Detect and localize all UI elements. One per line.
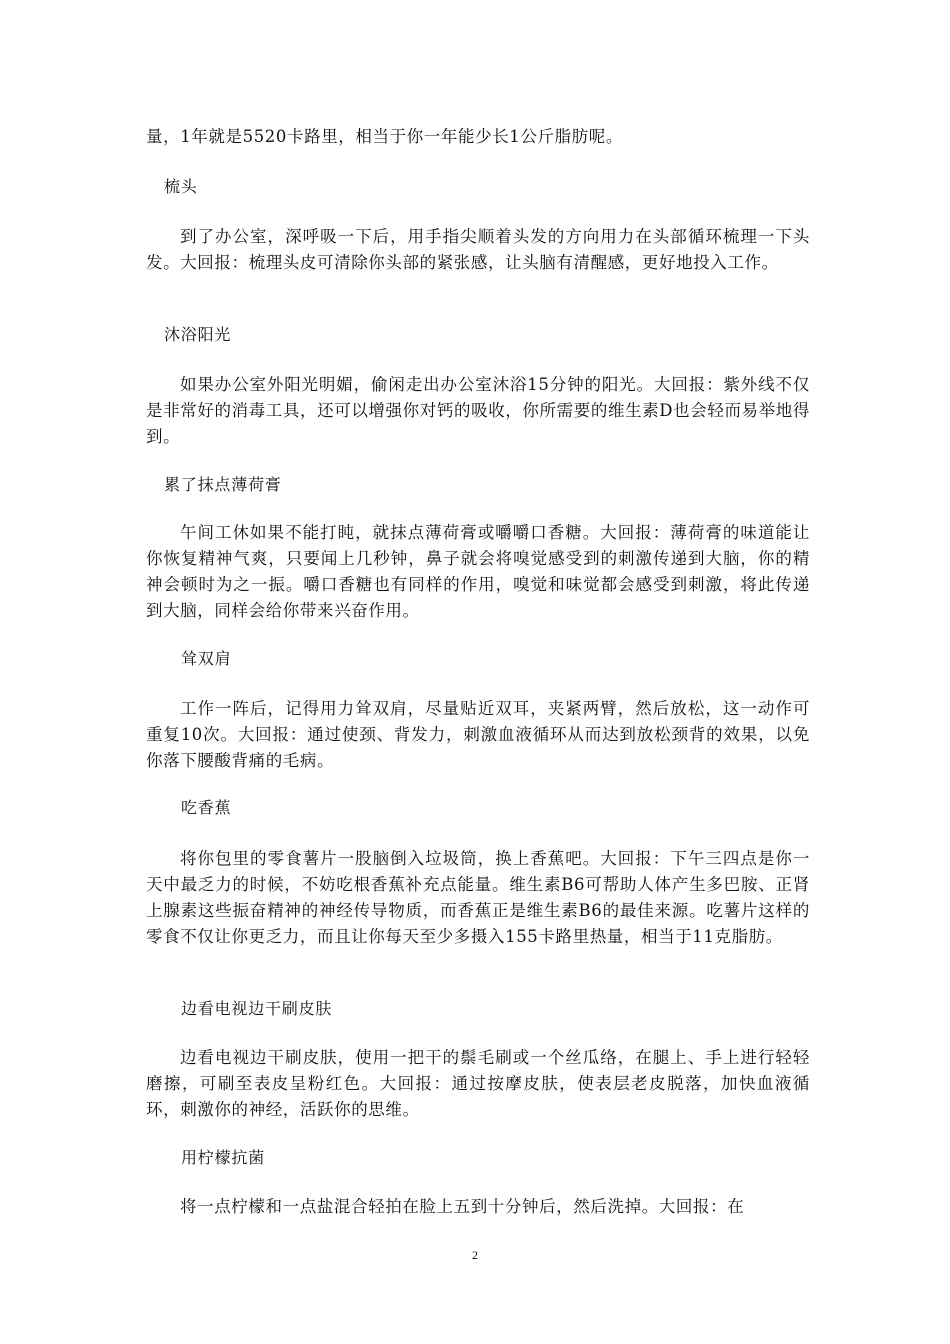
- paragraph-banana: 将你包里的零食薯片一股脑倒入垃圾筒，换上香蕉吧。大回报：下午三四点是你一天中最乏力的时候，不妨吃根香蕉补充点能量。维生素B6可帮助人体产生多巴胺、正肾上腺素这些振奋精神的神经传导物质，而香蕉正是维生素B6的最佳来源。吃薯片这样的零食不仅让你更乏力，而且让你每天至少多摄入155卡路里热量，相当于11克脂肪。: [146, 849, 810, 946]
- paragraph-sunbath: 如果办公室外阳光明媚，偷闲走出办公室沐浴15分钟的阳光。大回报：紫外线不仅是非常好的消毒工具，还可以增强你对钙的吸收，你所需要的维生素D也会轻而易举地得到。: [146, 375, 810, 446]
- heading-comb-hair: 梳头: [164, 177, 198, 196]
- heading-mint-balm: 累了抹点薄荷膏: [164, 475, 282, 494]
- heading-banana: 吃香蕉: [181, 798, 232, 817]
- heading-shrug: 耸双肩: [181, 649, 232, 668]
- paragraph-lemon: 将一点柠檬和一点盐混合轻拍在脸上五到十分钟后，然后洗掉。大回报：在: [180, 1197, 745, 1216]
- paragraph-comb-hair: 到了办公室，深呼吸一下后，用手指尖顺着头发的方向用力在头部循环梳理一下头发。大回报：梳理头皮可清除你头部的紧张感，让头脑有清醒感，更好地投入工作。: [146, 227, 810, 272]
- heading-sunbath: 沐浴阳光: [164, 325, 232, 344]
- heading-lemon: 用柠檬抗菌: [181, 1148, 266, 1167]
- paragraph-dry-brush: 边看电视边干刷皮肤，使用一把干的鬃毛刷或一个丝瓜络，在腿上、手上进行轻轻磨擦，可刷至表皮呈粉红色。大回报：通过按摩皮肤，使表层老皮脱落，加快血液循环，刺激你的神经，活跃你的思维。: [146, 1048, 810, 1119]
- heading-dry-brush: 边看电视边干刷皮肤: [181, 999, 333, 1018]
- paragraph-shrug: 工作一阵后，记得用力耸双肩，尽量贴近双耳，夹紧两臂，然后放松，这一动作可重复10次。大回报：通过使颈、背发力，刺激血液循环从而达到放松颈背的效果，以免你落下腰酸背痛的毛病。: [146, 699, 810, 770]
- page-number: 2: [472, 1248, 478, 1262]
- paragraph-mint-balm: 午间工休如果不能打盹，就抹点薄荷膏或嚼嚼口香糖。大回报：薄荷膏的味道能让你恢复精神气爽，只要闻上几秒钟，鼻子就会将嗅觉感受到的刺激传递到大脑，你的精神会顿时为之一振。嚼口香糖也有同样的作用，嗅觉和味觉都会感受到刺激，将此传递到大脑，同样会给你带来兴奋作用。: [146, 523, 810, 620]
- paragraph-continued: 量，1年就是5520卡路里，相当于你一年能少长1公斤脂肪呢。: [146, 127, 623, 146]
